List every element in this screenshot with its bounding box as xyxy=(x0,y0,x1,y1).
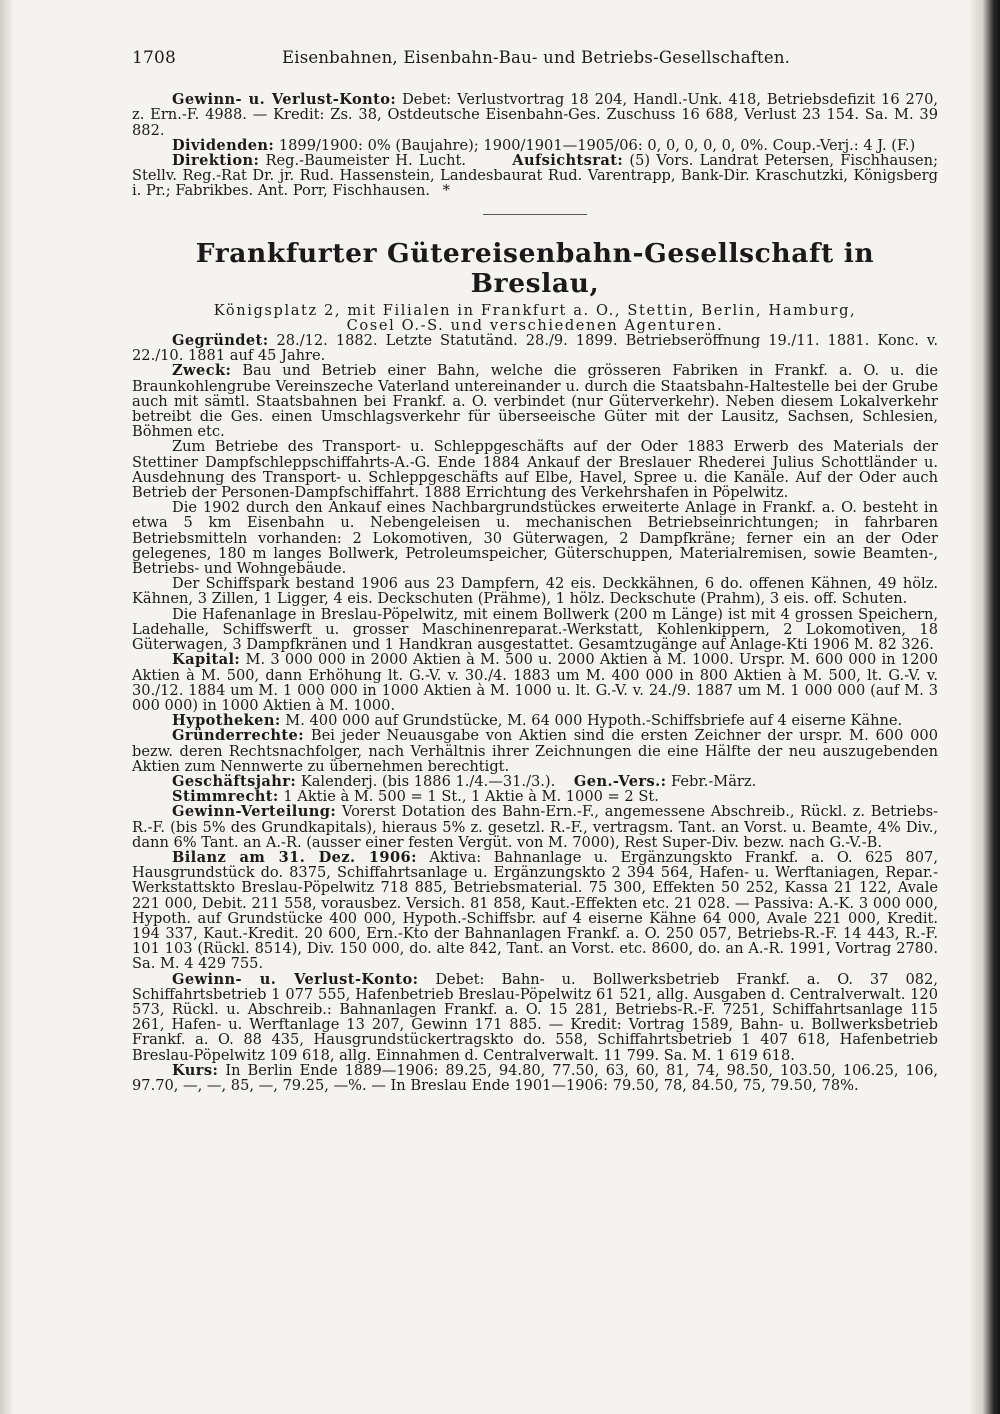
transport-paragraph: Zum Betriebe des Transport- u. Schleppgeschäfts auf der Oder 1883 Erwerb des Materials der Stettiner Dampfschleppschiffahrts-A.-G. Ende 1884 Ankauf der Breslauer Rhederei Julius Schottländer u. Ausdehnung des Transport- u. Schleppgeschäfts auf Elbe, Havel, Spree u. die Kanäle. Auf der Oder auch Betrieb der Personen-Dampfschiffahrt. 1888 Errichtung des Verkehrshafen in Pöpelwitz. xyxy=(132,438,938,502)
hypotheken-label: Hypotheken: xyxy=(172,712,281,730)
gv-konto-text: Debet: Bahn- u. Bollwerksbetrieb Frankf. a. O. 37 082, Schiffahrtsbetrieb 1 077 555, Hafenbetrieb Breslau-Pöpelwitz 61 521, allg. Ausgaben d. Centralverwalt. 120 573, Rückl. u. Abschreib.: Bahnanlagen Frankf. a. O. 15 281, Betriebs-R.-F. 7251, Schiffahrtsanlage 115 261, Hafen- u. Werftanlage 13 207, Gewinn 171 885. — Kredit: Vortrag 1589, Bahn- u. Bollwerksbetrieb Frankf. a. O. 88 435, Hausgrundstückertragskto do. 558, Schiffahrtsbetrieb 1 407 618, Hafenbetrieb Breslau-Pöpelwitz 109 618, allg. Einnahmen d. Centralverwalt. 11 799. Sa. M. 1 619 618. xyxy=(132,970,938,1064)
prev-dir-entry xyxy=(132,153,938,199)
gegruendet-text: 28./12. 1882. Letzte Statutänd. 28./9. 1899. Betriebseröffnung 19./11. 1881. Konc. v. 22./10. 1881 auf 45 Jahre. xyxy=(132,332,938,365)
gegruendet-label: Gegründet: xyxy=(172,332,269,350)
zweck-entry xyxy=(132,363,938,439)
page-number: 1708 xyxy=(132,48,177,68)
stimmrecht-text: 1 Aktie à M. 500 = 1 St., 1 Aktie à M. 1000 = 2 St. xyxy=(283,788,659,806)
geschaeftsjahr-text: Kalenderj. (bis 1886 1./4.—31./3.). xyxy=(300,772,556,790)
kurs-label: Kurs: xyxy=(172,1061,219,1079)
stimmrecht-label: Stimmrecht: xyxy=(172,788,279,806)
kapital-entry xyxy=(132,652,938,713)
zweck-text: Bau und Betrieb einer Bahn, welche die grösseren Fabriken in Frankf. a. O. u. die Braunkohlengrube Vereinszeche Vaterland untereinander u. durch die Staatsbahn-Haltestelle bei der Grube auch mit sämtl. Staatsbahnen bei Frankf. a. O. verbindet (nur Güterverkehr). Neben diesem Lokalverkehr betreibt die Ges. einen Umschlagsverkehr für überseeische Güter mit der Lausitz, Sachsen, Schlesien, Böhmen etc. xyxy=(132,362,939,441)
running-title: Eisenbahnen, Eisenbahn-Bau- und Betriebs-Gesellschaften. xyxy=(282,48,791,67)
hypotheken-text: M. 400 000 auf Grundstücke, M. 64 000 Hypoth.-Schiffsbriefe auf 4 eiserne Kähne. xyxy=(285,712,903,730)
document-page xyxy=(132,50,938,1093)
kurs-entry xyxy=(132,1063,938,1093)
page-header xyxy=(132,50,938,66)
kurs-text: In Berlin Ende 1889—1906: 89.25, 94.80, 77.50, 63, 60, 81, 74, 98.50, 103.50, 106.25, 106, 97.70, —, —, 85, —, 79.25, —%. — In Breslau Ende 1901—1906: 79.50, 78, 84.50, 75, 79.50, 78%. xyxy=(132,1061,938,1094)
bilanz-text: Aktiva: Bahnanlage u. Ergänzungskto Frankf. a. O. 625 807, Hausgrundstück do. 8375, Schiffahrtsanlage u. Ergänzungskto 2 394 564, Hafen- u. Werftaniagen, Repar.-Werkstattskto Breslau-Pöpelwitz 718 885, Betriebsmaterial. 75 300, Effekten 50 252, Kassa 21 122, Avale 221 000, Debit. 211 558, vorausbez. Versich. 81 858, Kaut.-Effekten etc. 21 028. — Passiva: A.-K. 3 000 000, Hypoth. auf Grundstücke 400 000, Hypoth.-Schiffsbr. auf 4 eiserne Kähne 64 000, Avale 221 000, Kredit. 194 337, Kaut.-Kredit. 20 600, Ern.-Kto der Bahnanlagen Frankf. a. O. 250 057, Betriebs-R.-F. 14 443, R.-F. 101 103 (Rückl. 8514), Div. 150 000, do. alte 842, Tant. an Vorst. etc. 8600, do. an A.-R. 1991, Vortrag 2780. Sa. M. 4 429 755. xyxy=(132,848,938,973)
gegruendet-entry xyxy=(132,333,938,363)
prev-div-entry xyxy=(132,138,938,153)
gen-vers-label: Gen.-Vers.: xyxy=(573,772,667,790)
prev-div-label: Dividenden: xyxy=(172,136,275,154)
scan-right-edge xyxy=(968,0,1000,1414)
schiffspark-paragraph: Der Schiffspark bestand 1906 aus 23 Dampfern, 42 eis. Deckkähnen, 6 do. offenen Kähnen, 49 hölz. Kähnen, 3 Zillen, 1 Ligger, 4 eis. Deckschuten (Prähme), 1 hölz. Deckschute (Prahm), 3 eis. off. Schuten. xyxy=(132,575,938,608)
prev-dir-label: Direktion: xyxy=(172,152,260,170)
gewinn-verteilung-entry xyxy=(132,804,938,850)
bilanz-entry xyxy=(132,850,938,972)
anlage-paragraph: Die 1902 durch den Ankauf eines Nachbargrundstückes erweiterte Anlage in Frankf. a. O. besteht in etwa 5 km Eisenbahn u. Nebengeleisen u. mechanischen Betriebseinrichtungen; in fahrbaren Betriebsmitteln vorhanden: 2 Lokomotiven, 30 Güterwagen, 2 Dampfkräne; ferner ein an der Oder gelegenes, 180 m langes Bollwerk, Petroleumspeicher, Güterschuppen, Materialremisen, sowie Beamten-, Betriebs- und Wohngebäude. xyxy=(132,499,938,578)
firm-address-line-2: Cosel O.-S. und verschiedenen Agenturen. xyxy=(346,316,724,334)
zweck-label: Zweck: xyxy=(172,362,232,380)
scan-left-shadow xyxy=(0,0,14,1414)
prev-gv-label: Gewinn- u. Verlust-Konto: xyxy=(172,91,397,109)
prev-star: * xyxy=(442,182,450,200)
kapital-label: Kapital: xyxy=(172,651,241,669)
firm-address-line-1: Königsplatz 2, mit Filialen in Frankfurt a. O., Stettin, Berlin, Hamburg, xyxy=(213,301,857,319)
gruenderrechte-label: Gründerrechte: xyxy=(172,727,305,745)
prev-gv-entry xyxy=(132,92,938,138)
gruenderrechte-entry xyxy=(132,728,938,774)
geschaeftsjahr-label: Geschäftsjahr: xyxy=(172,772,297,790)
gv-konto-entry xyxy=(132,972,938,1063)
prev-dir-text: Reg.-Baumeister H. Lucht. xyxy=(265,152,467,170)
prev-div-text: 1899/1900: 0% (Baujahre); 1900/1901—1905/06: 0, 0, 0, 0, 0, 0%. Coup.-Verj.: 4 J. (F.) xyxy=(278,136,916,154)
kapital-text: M. 3 000 000 in 2000 Aktien à M. 500 u. 2000 Aktien à M. 1000. Urspr. M. 600 000 in 1200 Aktien à M. 500, dann Erhöhung lt. G.-V. v. 30./4. 1883 um M. 400 000 in 800 Aktien à M. 500, lt. G.-V. v. 30./12. 1884 um M. 1 000 000 in 1000 Aktien à M. 1000 u. lt. G.-V. v. 24./9. 1887 um M. 1 000 000 (auf M. 3 000 000) in 1000 Aktien à M. 1000. xyxy=(132,651,939,714)
gewinn-verteilung-label: Gewinn-Verteilung: xyxy=(172,803,337,821)
hafenanlage-paragraph: Die Hafenanlage in Breslau-Pöpelwitz, mit einem Bollwerk (200 m Länge) ist mit 4 grossen Speichern, Ladehalle, Schiffswerft u. grosser Maschinenreparat.-Werkstatt, Kohlenkippern, 2 Lokomotiven, 18 Güterwagen, 3 Dampfkränen und 1 Handkran ausgestattet. Gesamtzugänge auf Anlage-Kti 1906 M. 82 326. xyxy=(132,605,938,654)
section-divider xyxy=(483,214,587,215)
prev-ar-text: (5) Vors. Landrat Petersen, Fischhausen; Stellv. Reg.-Rat Dr. jr. Rud. Hassenstein, Landesbaurat Rud. Varentrapp, Bank-Dir. Kraschutzki, Königsberg i. Pr.; Fabrikbes. Ant. Porr, Fischhausen. xyxy=(132,152,938,200)
geschaeftsjahr-entry xyxy=(132,774,938,789)
gewinn-verteilung-text: Vorerst Dotation des Bahn-Ern.-F., angemessene Abschreib., Rückl. z. Betriebs-R.-F. (bis 5% des Grundkapitals), hieraus 5% z. gesetzl. R.-F., vertragsm. Tant. an Vorst. u. Beamte, 4% Div., dann 6% Tant. an A.-R. (ausser einer festen Vergüt. von M. 7000), Rest Super-Div. bezw. nach G.-V.-B. xyxy=(132,803,938,851)
gen-vers-text: Febr.-März. xyxy=(671,772,757,790)
stimmrecht-entry xyxy=(132,789,938,804)
bilanz-label: Bilanz am 31. Dez. 1906: xyxy=(172,848,417,866)
hypotheken-entry xyxy=(132,713,938,728)
prev-gv-text: Debet: Verlustvortrag 18 204, Handl.-Unk. 418, Betriebsdefizit 16 270, z. Ern.-F. 4988. — Kredit: Zs. 38, Ostdeutsche Eisenbahn-Ges. Zuschuss 16 688, Verlust 23 154. Sa. M. 39 882. xyxy=(132,91,938,139)
gv-konto-label: Gewinn- u. Verlust-Konto: xyxy=(172,970,419,988)
firm-title: Frankfurter Gütereisenbahn-Gesellschaft in Breslau, xyxy=(195,237,875,299)
gruenderrechte-text: Bei jeder Neuausgabe von Aktien sind die ersten Zeichner der urspr. M. 600 000 bezw. deren Rechtsnachfolger, nach Verhältnis ihrer Zeichnungen die eine Hälfte der neu auszugebenden Aktien zum Nennwerte zu übernehmen berechtigt. xyxy=(132,727,938,775)
prev-ar-label: Aufsichtsrat: xyxy=(512,152,624,170)
